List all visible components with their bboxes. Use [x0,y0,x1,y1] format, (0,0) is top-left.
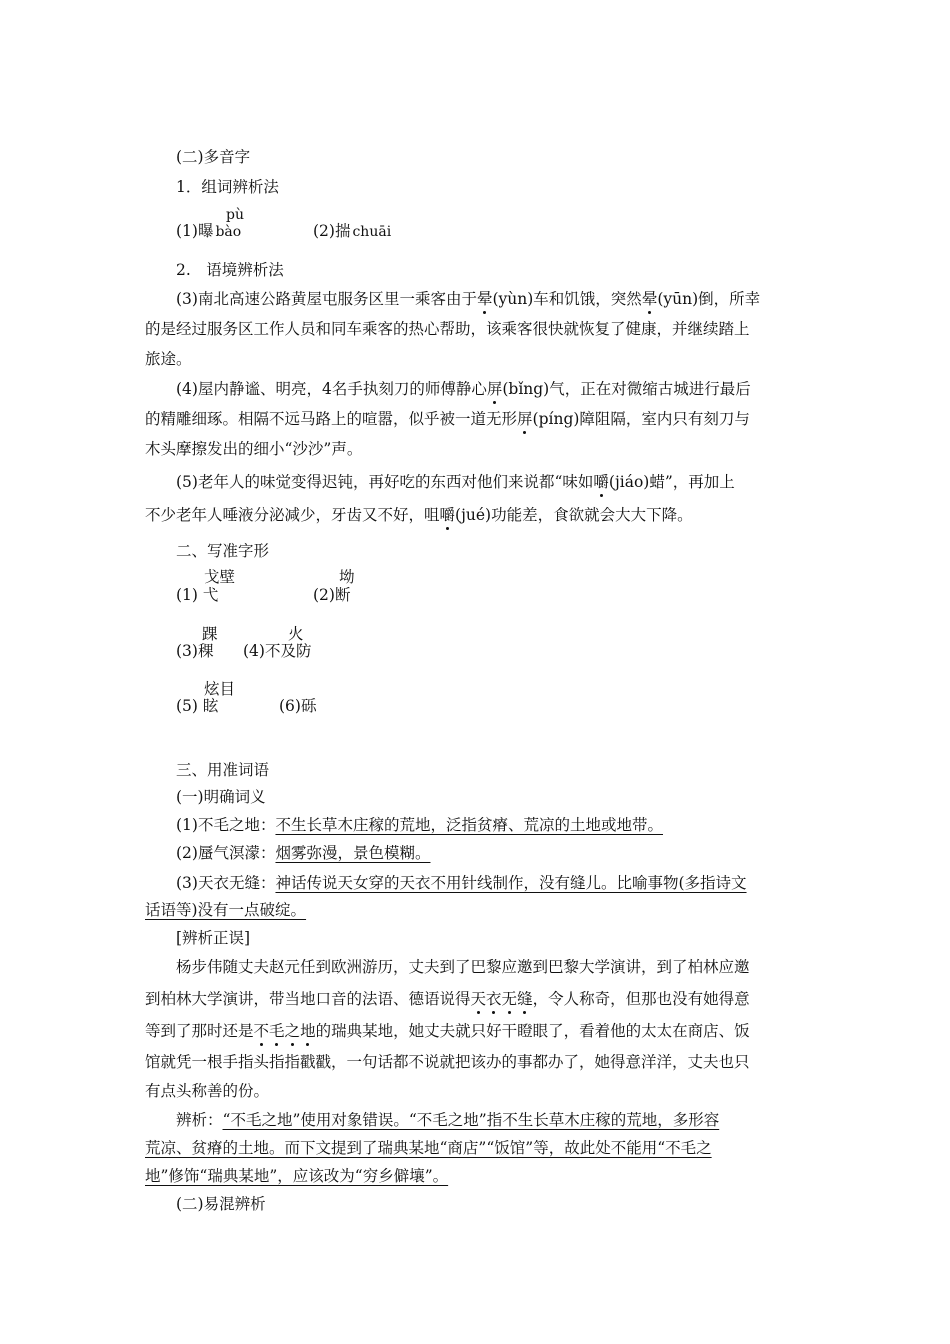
emphasis-char: 屏 [517,410,533,428]
text-run: ，令人称奇，但那也没有她得意 [532,990,750,1008]
glyph-4-answer: 火 [288,625,304,643]
text-run: 不少老年人唾液分泌减少，牙齿又不好，咀 [145,506,440,524]
paragraph-4-line-1 [176,379,751,399]
analysis-text: 地”修饰“瑞典某地”，应该改为“穷乡僻壤”。 [145,1167,449,1185]
text-run: (jué)功能差，食欲就会大大下降。 [455,506,693,524]
definition-term: (1)不毛之地： [176,816,276,834]
text-run: (yūn)倒，所幸 [657,290,761,308]
text-run: 等到了那时还是 [145,1022,254,1040]
paragraph-3-line-1 [176,289,760,309]
definition-term: (2)蜃气溟濛： [176,844,276,862]
text-run: 到柏林大学演讲，带当地口音的法语、德语说得 [145,990,471,1008]
text-run: (5)老年人的味觉变得迟钝，再好吃的东西对他们来说都“味如 [176,473,594,491]
definition-term: (3)天衣无缝： [176,874,276,892]
glyph-2-answer: 坳 [339,568,355,586]
paragraph-5-line-1 [176,472,735,492]
analysis-line-1 [176,1110,719,1130]
emphasis-char: 不 [253,1022,270,1040]
glyph-1-answer: 戈壁 [204,568,236,586]
item-2-pinyin: chuāi [352,224,392,240]
emphasis-char: 天 [470,990,487,1008]
text-run: 的精雕细琢。相隔不远马路上的喧嚣，似乎被一道无形 [145,410,518,428]
section-heading-words: 三、用准词语 [176,761,270,779]
emphasis-char: 毛 [269,1022,285,1040]
glyph-1: (1) 弋 [176,586,219,604]
emphasis-char: 晕 [641,290,658,308]
text-run: (bǐng)气，正在对微缩古城进行最后 [502,380,751,398]
text-run: (píng)障阻隔，室内只有刻刀与 [532,410,750,428]
glyph-3-answer: 踝 [202,625,218,643]
item-1-prefix: (1)曝 [176,222,214,240]
correction-line-3 [145,1021,750,1041]
item-2-prefix: (2)揣 [313,222,351,240]
definition-text: 神话传说天女穿的天衣不用针线制作，没有缝儿。比喻事物(多指诗文 [275,874,747,892]
item-1-pinyin: bào [215,224,242,240]
glyph-2: (2)断 [313,586,351,604]
paragraph-4-line-2 [145,409,750,429]
polyphone-item-1 [176,221,241,242]
correction-line-4: 馆就凭一根手指头指指戳戳，一句话都不说就把该办的事都办了，她得意洋洋，丈夫也只 [145,1053,750,1071]
emphasis-char: 嚼 [439,506,456,524]
subsection-heading-meaning: (一)明确词义 [176,788,266,806]
definition-3-line-2 [145,900,306,920]
definition-3-line-1 [176,873,747,893]
text-run: 的瑞典某地，她丈夫就只好干瞪眼了，看着他的太太在商店、饭 [315,1022,750,1040]
paragraph-3-line-3: 旅途。 [145,350,192,368]
analysis-label: 辨析： [176,1111,223,1129]
emphasis-char: 屏 [486,380,503,398]
definition-2 [176,843,430,863]
correction-line-2 [145,989,750,1009]
emphasis-char: 衣 [486,990,502,1008]
section-heading-glyph: 二、写准字形 [176,542,270,560]
polyphone-item-2 [313,221,391,242]
definition-text: 不生长草木庄稼的荒地，泛指贫瘠、荒凉的土地或地带。 [275,816,663,834]
glyph-6: (6)砾 [279,697,317,715]
method-heading-context: 2. 语境辨析法 [176,261,284,279]
definition-text: 烟雾弥漫，景色模糊。 [275,844,431,862]
analysis-line-2 [145,1138,712,1158]
text-run: (yùn)车和饥饿，突然 [492,290,642,308]
emphasis-char: 晕 [476,290,493,308]
paragraph-4-line-3: 木头摩擦发出的细小“沙沙”声。 [145,440,363,458]
glyph-5: (5) 眩 [176,697,219,715]
glyph-4: (4)不及防 [243,642,312,660]
text-run: (3)南北高速公路黄屋屯服务区里一乘客由于 [176,290,477,308]
paragraph-5-line-2 [145,505,693,525]
analysis-text: 荒凉、贫瘠的土地。而下文提到了瑞典某地“商店”“饭馆”等，故此处不能用“不毛之 [145,1139,712,1157]
emphasis-char: 嚼 [593,473,609,491]
definition-1 [176,815,663,835]
correction-line-5: 有点头称善的份。 [145,1082,270,1100]
analysis-line-3 [145,1166,448,1186]
text-run: (4)屋内静谧、明亮，4名手执刻刀的师傅静心 [176,380,487,398]
glyph-5-answer: 炫目 [204,680,236,698]
text-run: (jiáo)蜡”，再加上 [608,473,735,491]
subsection-heading-confuse: (二)易混辨析 [176,1195,266,1213]
emphasis-char: 缝 [517,990,533,1008]
emphasis-char: 地 [300,1022,316,1040]
section-heading-polyphone: (二)多音字 [176,148,251,166]
analysis-text: “不毛之地”使用对象错误。“不毛之地”指不生长草木庄稼的荒地，多形容 [222,1111,720,1129]
emphasis-char: 无 [501,990,518,1008]
correction-heading: [辨析正误] [176,929,251,947]
pinyin-pu: pù [226,207,244,223]
method-heading-word-group: 1．组词辨析法 [176,178,279,196]
glyph-3: (3)稞 [176,642,214,660]
definition-text: 话语等)没有一点破绽。 [145,901,307,919]
paragraph-3-line-2: 的是经过服务区工作人员和同车乘客的热心帮助，该乘客很快就恢复了健康，并继续踏上 [145,320,750,338]
correction-line-1: 杨步伟随丈夫赵元任到欧洲游历，丈夫到了巴黎应邀到巴黎大学演讲，到了柏林应邀 [176,958,750,976]
emphasis-char: 之 [284,1022,301,1040]
